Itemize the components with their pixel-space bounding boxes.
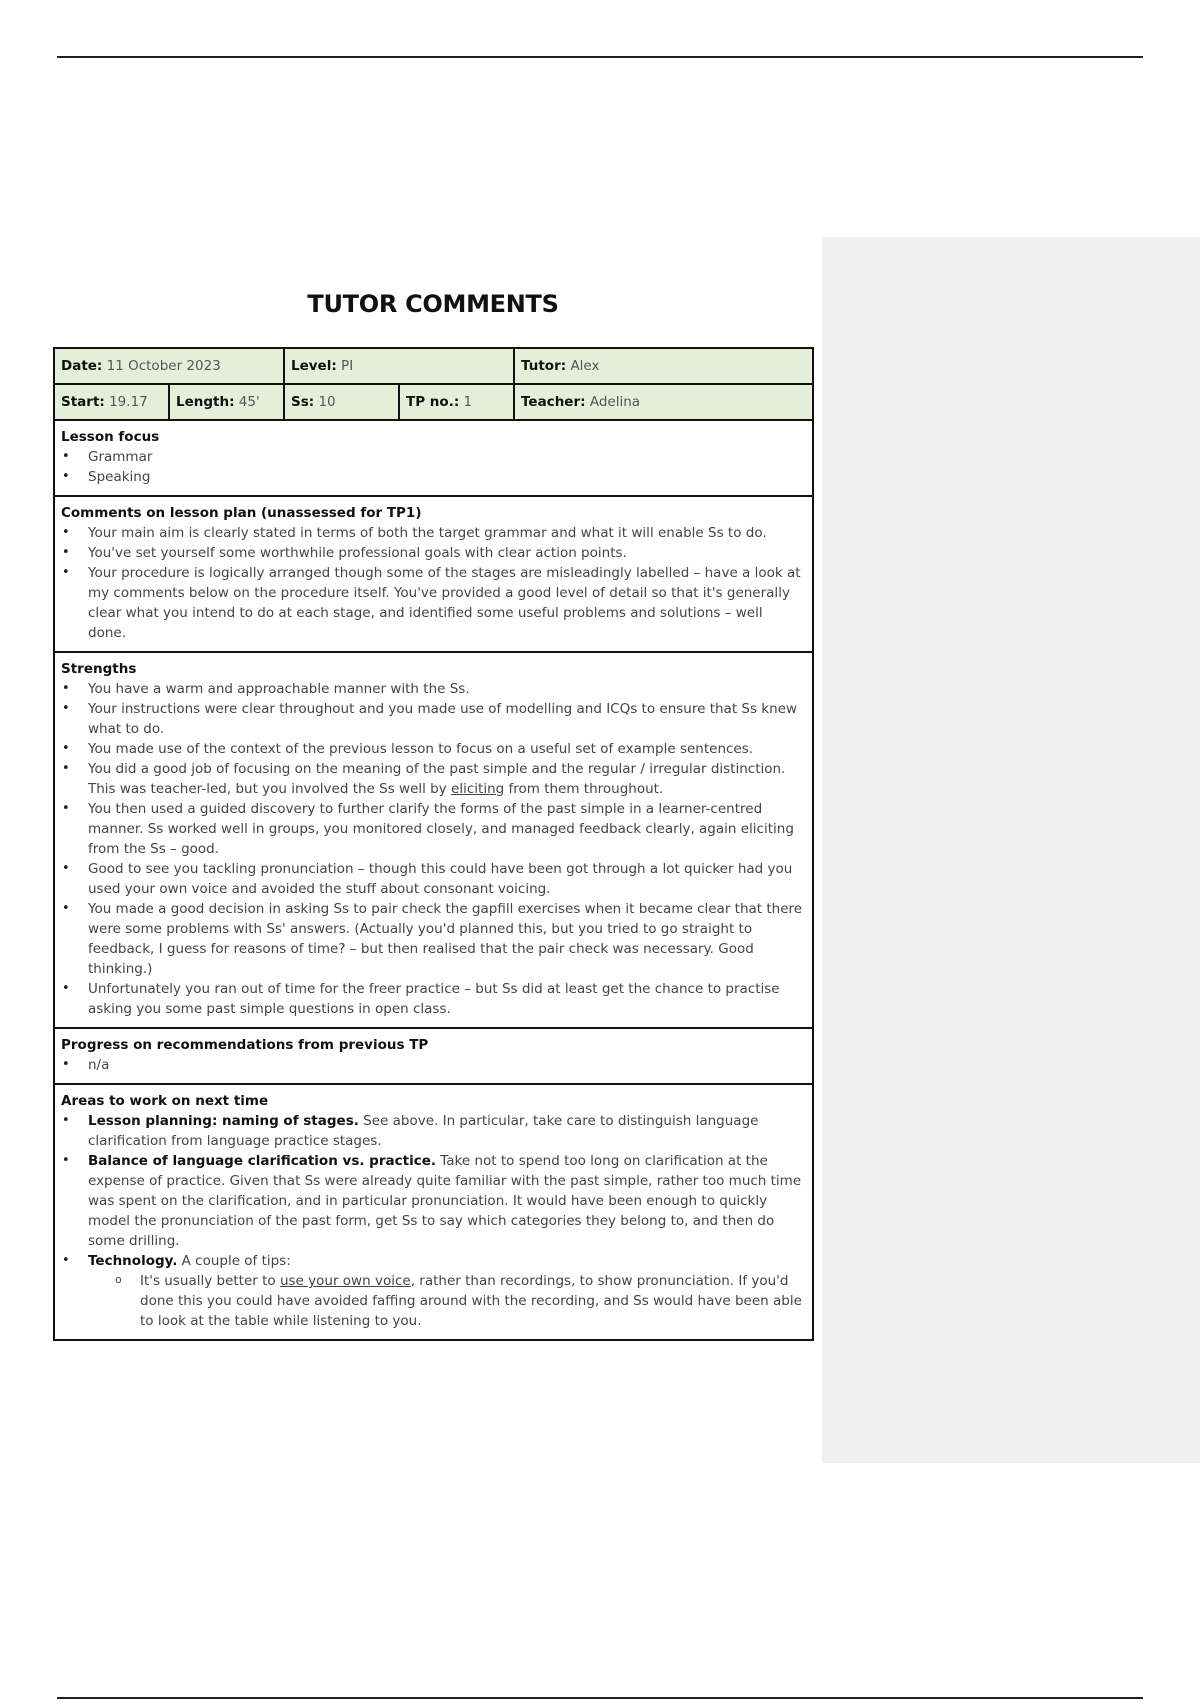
list-item: • You made a good decision in asking Ss to pair check the gapfill exercises when it became clear that there were some problems with Ss' answers. (Actually you'd planned this, but you tried to go straight to feedback, I guess for reasons of time? – but then realised that the pair check was necessary. Good thinking.) — [88, 899, 804, 979]
header-row-2 — [54, 384, 813, 420]
item-heading: Technology. — [88, 1253, 178, 1269]
underlined-text: eliciting — [451, 781, 505, 797]
tutor-comments-table — [53, 347, 814, 1341]
list-item: • Grammar — [88, 447, 804, 467]
item-text: , rather than recordings, to show pronunciation. If you'd done this you could have avoided faffing around with the recording, and Ss would have been able to look at the table while listening to you. — [140, 1273, 802, 1329]
level-cell — [284, 348, 514, 384]
start-value: 19.17 — [109, 394, 148, 410]
lesson-focus-section — [54, 420, 813, 496]
comment-margin-pane — [822, 237, 1200, 1463]
list-item: • Your instructions were clear throughout and you made use of modelling and ICQs to ensure that Ss knew what to do. — [88, 699, 804, 739]
list-item: • You have a warm and approachable manner with the Ss. — [88, 679, 804, 699]
list-item: • Good to see you tackling pronunciation – though this could have been got through a lot quicker had you used your own voice and avoided the stuff about consonant voicing. — [88, 859, 804, 899]
progress-list — [61, 1055, 804, 1075]
teacher-cell — [514, 384, 813, 420]
list-item: • Speaking — [88, 467, 804, 487]
item-text: You did a good job of focusing on the meaning of the past simple and the regular / irregular distinction. This was teacher-led, but you involved the Ss well by — [88, 761, 786, 797]
lesson-plan-list — [61, 523, 804, 643]
length-cell — [169, 384, 284, 420]
length-value: 45' — [238, 394, 260, 410]
length-label: Length: — [176, 394, 235, 410]
lesson-focus-title: Lesson focus — [61, 429, 160, 445]
tutor-value: Alex — [570, 358, 600, 374]
tutor-cell — [514, 348, 813, 384]
technology-sublist — [88, 1271, 804, 1331]
ss-cell — [284, 384, 399, 420]
item-text: A couple of tips: — [177, 1253, 291, 1269]
tp-label: TP no.: — [406, 394, 460, 410]
sub-list-item — [140, 1271, 804, 1331]
header-rule — [57, 56, 1143, 58]
teacher-value: Adelina — [589, 394, 641, 410]
list-item: • Unfortunately you ran out of time for the freer practice – but Ss did at least get the chance to practise asking you some past simple questions in open class. — [88, 979, 804, 1019]
list-item: • You've set yourself some worthwhile professional goals with clear action points. — [88, 543, 804, 563]
date-value: 11 October 2023 — [106, 358, 221, 374]
tp-cell — [399, 384, 514, 420]
list-item: • You then used a guided discovery to further clarify the forms of the past simple in a learner-centred manner. Ss worked well in groups, you monitored closely, and managed feedback clearly, again eliciting from the Ss – good. — [88, 799, 804, 859]
strengths-row — [54, 652, 813, 1028]
list-item — [88, 1251, 804, 1331]
lesson-focus-list — [61, 447, 804, 487]
list-item: • Your main aim is clearly stated in terms of both the target grammar and what it will enable Ss to do. — [88, 523, 804, 543]
list-item — [88, 1111, 804, 1151]
list-item: • You made use of the context of the previous lesson to focus on a useful set of example sentences. — [88, 739, 804, 759]
areas-list — [61, 1111, 804, 1331]
start-label: Start: — [61, 394, 105, 410]
strengths-section — [54, 652, 813, 1028]
strengths-title: Strengths — [61, 661, 137, 677]
areas-section — [54, 1084, 813, 1340]
item-text: It's usually better to — [140, 1273, 280, 1289]
item-text: from them throughout. — [504, 781, 664, 797]
list-item — [88, 1151, 804, 1251]
date-label: Date: — [61, 358, 103, 374]
level-label: Level: — [291, 358, 337, 374]
list-item: • Your procedure is logically arranged though some of the stages are misleadingly labelled – have a look at my comments below on the procedure itself. You've provided a good level of detail so that it's generally clear what you intend to do at each stage, and identified some useful problems and solutions – well done. — [88, 563, 804, 643]
progress-section — [54, 1028, 813, 1084]
page-title: TUTOR COMMENTS — [307, 290, 559, 318]
teacher-label: Teacher: — [521, 394, 586, 410]
areas-title: Areas to work on next time — [61, 1093, 269, 1109]
ss-label: Ss: — [291, 394, 315, 410]
areas-row — [54, 1084, 813, 1340]
list-item — [88, 759, 804, 799]
start-cell — [54, 384, 169, 420]
header-row-1 — [54, 348, 813, 384]
item-text: Take not to spend too long on clarification at the expense of practice. Given that Ss were already quite familiar with the past simple, rather too much time was spent on the clarification, and in particular pronunciation. It would have been enough to quickly model the pronunciation of the past form, get Ss to say which categories they belong to, and then do some drilling. — [88, 1153, 802, 1249]
item-text: See above. In particular, take care to distinguish language clarification from language practice stages. — [88, 1113, 759, 1149]
lesson-focus-row — [54, 420, 813, 496]
ss-value: 10 — [318, 394, 336, 410]
progress-title: Progress on recommendations from previous TP — [61, 1037, 429, 1053]
item-heading: Balance of language clarification vs. practice. — [88, 1153, 436, 1169]
lesson-plan-section — [54, 496, 813, 652]
progress-row — [54, 1028, 813, 1084]
item-heading: Lesson planning: naming of stages. — [88, 1113, 359, 1129]
lesson-plan-title: Comments on lesson plan (unassessed for TP1) — [61, 505, 422, 521]
footer-rule — [57, 1697, 1143, 1699]
level-value: PI — [341, 358, 354, 374]
lesson-plan-row — [54, 496, 813, 652]
tutor-label: Tutor: — [521, 358, 567, 374]
list-item: • n/a — [88, 1055, 804, 1075]
strengths-list — [61, 679, 804, 1019]
underlined-text: use your own voice — [279, 1273, 411, 1289]
tp-value: 1 — [463, 394, 473, 410]
date-cell — [54, 348, 284, 384]
